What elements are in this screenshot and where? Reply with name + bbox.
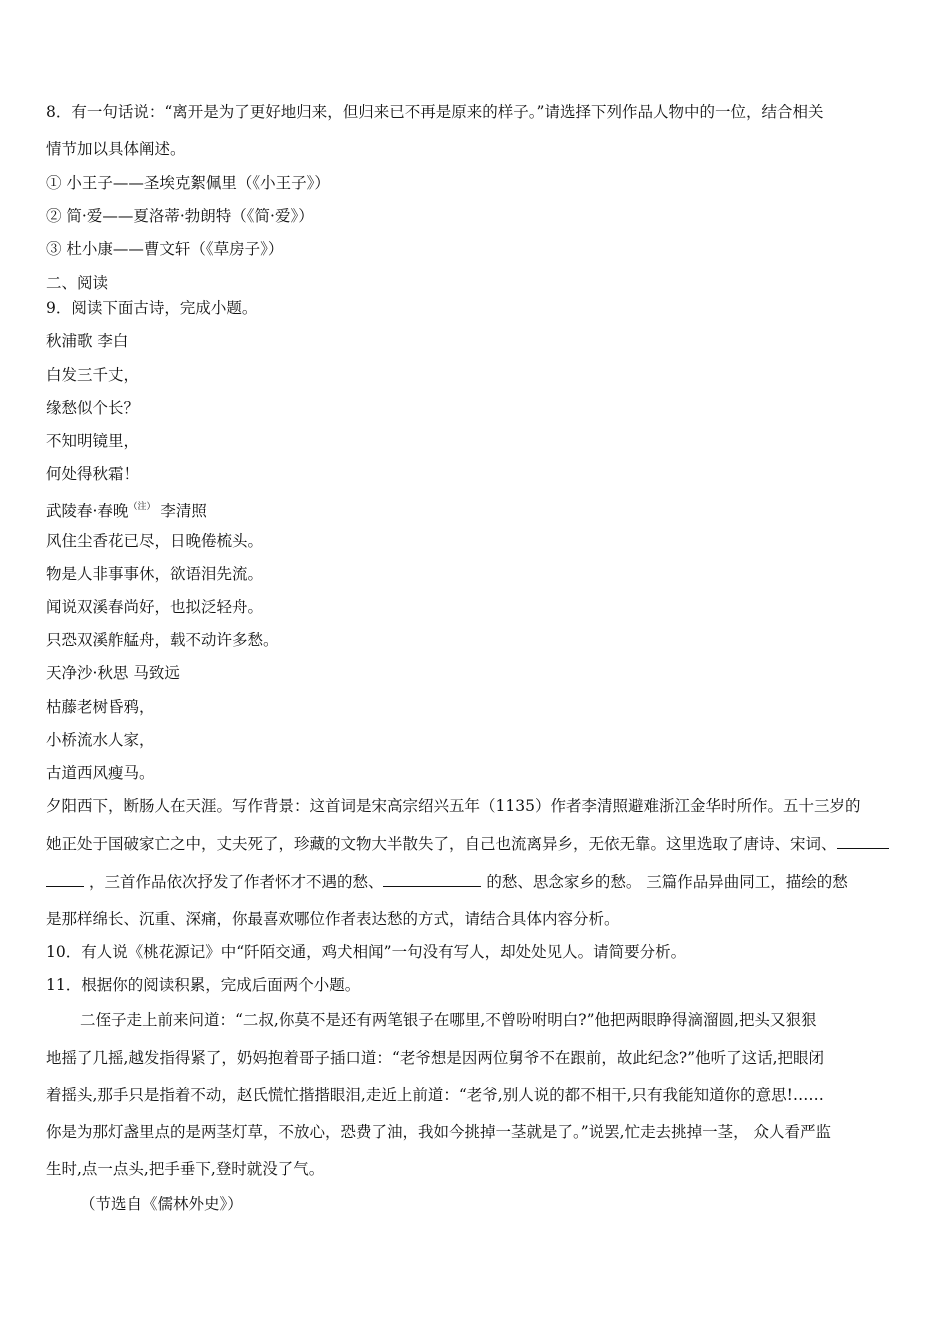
poem3-line: 古道西风瘦马。 [46, 764, 155, 782]
passage-line: 地摇了几摇,越发指得紧了，奶妈抱着哥子插口道：“老爷想是因两位舅爷不在跟前，故此纪念?”他听了这话,把眼闭 [46, 1049, 825, 1067]
poem2-title-main: 武陵春·春晚 [46, 502, 129, 520]
poem1-title: 秋浦歌 李白 [46, 332, 129, 350]
q11-intro: 11．根据你的阅读积累，完成后面两个小题。 [46, 976, 361, 994]
poem3-line: 小桥流水人家， [46, 731, 155, 749]
poem2-title [46, 497, 207, 521]
section-heading: 二、阅读 [46, 274, 109, 292]
q9-paragraph-3 [46, 872, 848, 892]
poem2-line: 闻说双溪春尚好，也拟泛轻舟。 [46, 598, 264, 616]
q9-paragraph-2 [46, 834, 889, 854]
passage-line: 着摇头,那手只是指着不动，赵氏慌忙揩揩眼泪,走近上前道：“老爷,别人说的都不相干,只有我能知道你的意思!…… [46, 1086, 824, 1104]
poem3-title: 天净沙·秋思 马致远 [46, 664, 180, 682]
passage-line: 生时,点一点头,把手垂下,登时就没了气。 [46, 1160, 325, 1178]
q8-line-1: 8．有一句话说：“离开是为了更好地归来，但归来已不再是原来的样子。”请选择下列作品人物中的一位，结合相关 [46, 103, 824, 121]
q8-option-2: ② 简·爱——夏洛蒂·勃朗特（《简·爱》） [46, 207, 314, 225]
poem2-author: 李清照 [155, 502, 207, 520]
passage-source: （节选自《儒林外史》） [80, 1195, 243, 1213]
passage-line: 二侄子走上前来问道：“二叔,你莫不是还有两笔银子在哪里,不曾吩咐明白?”他把两眼睁得滴溜圆,把头又狠狠 [80, 1011, 817, 1029]
passage-line: 你是为那灯盏里点的是两茎灯草，不放心，恐费了油，我如今挑掉一茎就是了。”说罢,忙走去挑掉一茎， 众人看严监 [46, 1123, 832, 1141]
q9-paragraph-1: 夕阳西下，断肠人在天涯。写作背景：这首词是宋高宗绍兴五年（1135）作者李清照避难浙江金华时所作。五十三岁的 [46, 797, 861, 815]
answer-blank-1b[interactable] [46, 872, 84, 887]
q9-paragraph-3-text-a: ，三首作品依次抒发了作者怀才不遇的愁、 [88, 873, 384, 891]
poem2-line: 风住尘香花已尽，日晚倦梳头。 [46, 532, 264, 550]
poem3-line: 枯藤老树昏鸦， [46, 698, 155, 716]
poem1-line: 何处得秋霜！ [46, 465, 140, 483]
q9-paragraph-3-text-b: 的愁、思念家乡的愁。 三篇作品异曲同工，描绘的愁 [481, 873, 848, 891]
poem2-line: 只恐双溪舴艋舟，载不动许多愁。 [46, 631, 279, 649]
poem1-line: 不知明镜里， [46, 432, 140, 450]
poem2-line: 物是人非事事休，欲语泪先流。 [46, 565, 264, 583]
q9-intro: 9．阅读下面古诗，完成小题。 [46, 299, 258, 317]
poem1-line: 白发三千丈， [46, 366, 140, 384]
q9-paragraph-4: 是那样绵长、沉重、深痛，你最喜欢哪位作者表达愁的方式，请结合具体内容分析。 [46, 910, 620, 928]
q8-line-2: 情节加以具体阐述。 [46, 140, 186, 158]
q8-option-3: ③ 杜小康——曹文轩（《草房子》） [46, 240, 284, 258]
poem1-line: 缘愁似个长？ [46, 399, 140, 417]
answer-blank-1a[interactable] [837, 834, 889, 849]
q9-paragraph-2-text: 她正处于国破家亡之中，丈夫死了，珍藏的文物大半散失了，自己也流离异乡，无依无靠。这里选取了唐诗、宋词、 [46, 835, 837, 853]
q10-text: 10．有人说《桃花源记》中“阡陌交通，鸡犬相闻”一句没有写人，却处处见人。请简要分析。 [46, 943, 687, 961]
poem2-note-marker: （注） [128, 502, 156, 512]
q8-option-1: ① 小王子——圣埃克絮佩里（《小王子》） [46, 174, 330, 192]
answer-blank-2[interactable] [383, 872, 481, 887]
